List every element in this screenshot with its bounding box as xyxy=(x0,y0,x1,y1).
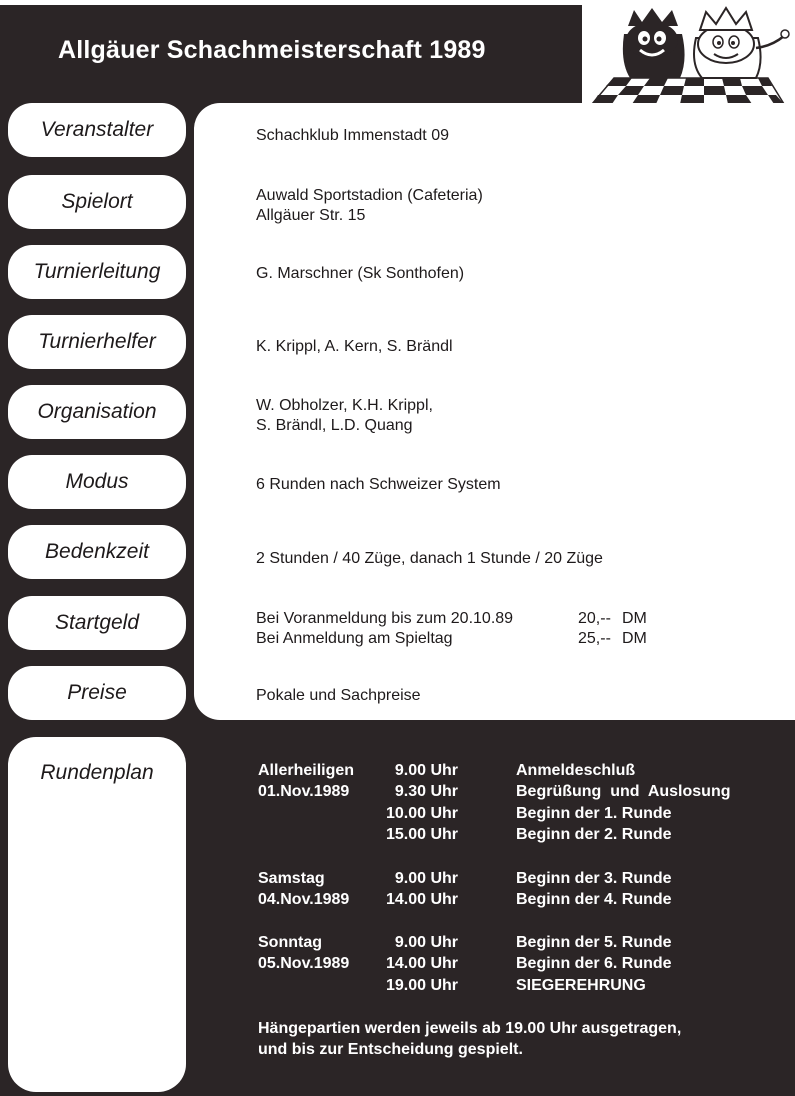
schedule-time: 14.00 Uhr xyxy=(385,955,458,973)
schedule-times xyxy=(357,932,458,996)
info-spielort-line: Allgäuer Str. 15 xyxy=(256,207,366,224)
info-organisation-line: S. Brändl, L.D. Quang xyxy=(256,417,413,434)
info-spielort xyxy=(256,186,483,226)
label-modus: Modus xyxy=(8,455,186,509)
info-veranstalter: Schachklub Immenstadt 09 xyxy=(256,127,449,144)
schedule-time: 9.00 Uhr xyxy=(394,934,458,951)
schedule-time: 9.00 Uhr xyxy=(394,870,458,887)
info-turnierhelfer: K. Krippl, A. Kern, S. Brändl xyxy=(256,338,453,355)
info-turnierleitung: G. Marschner (Sk Sonthofen) xyxy=(256,265,465,282)
schedule-event: Beginn der 4. Runde xyxy=(516,891,672,909)
schedule-day-name: Sonntag xyxy=(258,934,322,951)
fee-row xyxy=(256,629,647,649)
label-organisation: Organisation xyxy=(8,385,186,439)
label-rundenplan xyxy=(8,737,186,1092)
info-preise: Pokale und Sachpreise xyxy=(256,687,421,704)
label-spielort: Spielort xyxy=(8,175,186,229)
schedule-time: 15.00 Uhr xyxy=(385,825,458,843)
schedule-time: 14.00 Uhr xyxy=(385,891,458,909)
page-title: Allgäuer Schachmeisterschaft 1989 xyxy=(58,36,486,64)
schedule-event: Anmeldeschluß xyxy=(516,762,636,779)
schedule-day xyxy=(258,760,354,803)
info-modus: 6 Runden nach Schweizer System xyxy=(256,476,501,493)
schedule-date: 05.Nov.1989 xyxy=(258,955,350,973)
fee-text: Bei Voranmeldung bis zum 20.10.89 xyxy=(256,610,514,627)
schedule-event: Beginn der 6. Runde xyxy=(516,955,672,973)
fee-text: Bei Anmeldung am Spieltag xyxy=(256,630,453,647)
label-bedenkzeit: Bedenkzeit xyxy=(8,525,186,579)
fee-row xyxy=(256,609,647,629)
schedule-time: 19.00 Uhr xyxy=(385,976,458,994)
fee-amount: 20,-- xyxy=(578,610,611,627)
schedule-day-name: Allerheiligen xyxy=(258,762,355,779)
schedule-event: Beginn der 5. Runde xyxy=(516,934,672,951)
info-organisation-line: W. Obholzer, K.H. Krippl, xyxy=(256,397,433,414)
schedule-time: 9.00 Uhr xyxy=(394,762,458,779)
info-bedenkzeit: 2 Stunden / 40 Züge, danach 1 Stunde / 20 Züge xyxy=(256,550,603,567)
schedule-times xyxy=(357,760,458,845)
schedule-day-name: Samstag xyxy=(258,870,325,887)
note-line: Hängepartien werden jeweils ab 19.00 Uhr ausgetragen, xyxy=(258,1020,682,1037)
label-veranstalter: Veranstalter xyxy=(8,103,186,157)
schedule-date: 04.Nov.1989 xyxy=(258,891,350,909)
schedule-events xyxy=(516,868,672,911)
adjourned-games-note xyxy=(258,1018,681,1060)
schedule-event: Beginn der 3. Runde xyxy=(516,870,672,887)
schedule-event: Begrüßung und Auslosung xyxy=(516,783,731,801)
label-preise: Preise xyxy=(8,666,186,720)
schedule-day xyxy=(258,932,349,975)
schedule-event: Beginn der 1. Runde xyxy=(516,804,672,822)
label-turnierleitung: Turnierleitung xyxy=(8,245,186,299)
fee-amount: 25,-- xyxy=(578,630,611,647)
schedule-time: 9.30 Uhr xyxy=(394,783,458,801)
schedule-date: 01.Nov.1989 xyxy=(258,783,350,801)
info-organisation xyxy=(256,396,433,436)
schedule-events xyxy=(516,932,672,996)
schedule-event: Beginn der 2. Runde xyxy=(516,825,672,843)
fee-currency: DM xyxy=(622,610,647,627)
fee-currency: DM xyxy=(622,630,647,647)
note-line: und bis zur Entscheidung gespielt. xyxy=(258,1041,523,1058)
schedule-day xyxy=(258,868,349,911)
schedule-time: 10.00 Uhr xyxy=(385,804,458,822)
label-rundenplan-text: Rundenplan xyxy=(40,761,154,784)
label-startgeld: Startgeld xyxy=(8,596,186,650)
schedule-events xyxy=(516,760,731,845)
schedule-event: SIEGEREHRUNG xyxy=(516,976,646,994)
schedule-times xyxy=(357,868,458,911)
chess-mascot-icon xyxy=(584,4,792,108)
label-turnierhelfer: Turnierhelfer xyxy=(8,315,186,369)
info-startgeld xyxy=(256,609,647,649)
info-spielort-line: Auwald Sportstadion (Cafeteria) xyxy=(256,187,483,204)
